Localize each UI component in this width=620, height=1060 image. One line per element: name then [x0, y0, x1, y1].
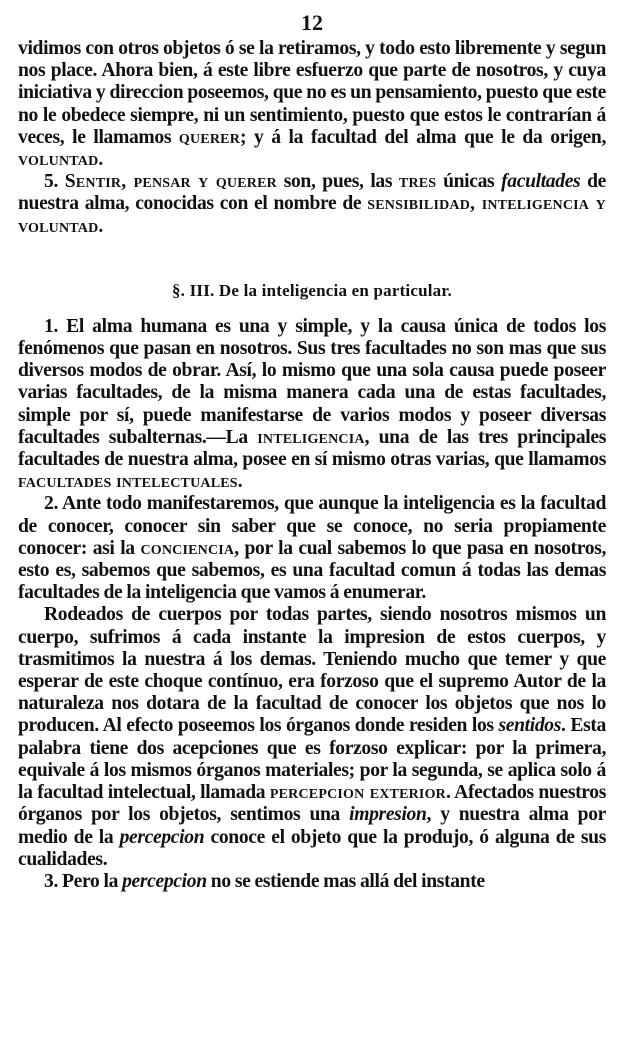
page-number: 12: [301, 10, 323, 35]
paragraph-rodeados: [18, 604, 606, 870]
term-percepcion: percepcion: [119, 826, 205, 848]
term-facultades-intelectuales: facultades intelectuales: [18, 471, 238, 493]
text-run: .: [237, 471, 243, 493]
text-run: .: [98, 215, 103, 237]
term-facultades: facultades: [501, 171, 581, 193]
term-tres: tres: [398, 171, 437, 193]
paragraph-number: 3.: [44, 870, 58, 892]
text-run: son, pues, las: [276, 171, 399, 193]
section-title: De la inteligencia en particular.: [218, 280, 453, 300]
term-voluntad: voluntad: [18, 149, 99, 171]
text-run: de nuestra alma, conocidas con el nombre de: [18, 171, 606, 215]
text-run: . Esta palabra tiene dos acepciones que es forzoso explicar: por la primera, equivale á los mismos órganos materiales; por la segunda, se aplica solo á la facultad intelectual, llamada: [18, 715, 606, 804]
text-run: Pero la: [58, 870, 123, 892]
term-percepcion: percepcion: [122, 870, 207, 892]
term-sentidos: sentidos: [498, 715, 562, 737]
term-percepcion-exterior: percepcion exterior: [269, 782, 446, 804]
term-faculties-list: sensibilidad, inteligencia y voluntad: [18, 193, 606, 237]
term-pensar-querer: , pensar y querer: [121, 171, 277, 193]
term-inteligencia: inteligencia: [257, 426, 365, 448]
section-heading: [18, 280, 606, 302]
paragraph-number: 1.: [44, 315, 58, 337]
text-run: únicas: [436, 171, 502, 193]
text-run: ; y á la facultad del alma que le da origen,: [240, 126, 606, 148]
text-run: El alma humana es una y simple, y la causa única de todos los fenómenos que pasan en nosotros. Sus tres facultades no son mas que sus diversos modos de obrar. Así, lo mismo que una sola causa puede poseer varias facultades, de la misma manera cada una de estas facultades, simple por sí, puede manifestarse de varios modos y poseer diversas facultades subalternas.—La: [18, 315, 606, 448]
paragraph-3: [18, 871, 606, 893]
text-run: no se estiende mas allá del instante: [206, 870, 485, 892]
paragraph-1: [18, 316, 606, 494]
book-page: [18, 10, 606, 893]
text-run: .: [98, 149, 103, 171]
paragraph-number: 2.: [44, 493, 58, 515]
term-impresion: impresion: [349, 804, 427, 826]
paragraph-number: 5.: [44, 171, 58, 193]
paragraph-2: [18, 493, 606, 604]
term-sentir: Sentir: [64, 171, 122, 193]
text-run: , y nuestra alma por medio de la: [18, 804, 606, 848]
text-run: Rodeados de cuerpos por todas partes, siendo nosotros mismos un cuerpo, sufrimos á cada instante la impresion de estos cuerpos, y trasmitimos la nuestra á los demas. Teniendo mucho que temer y que esperar de este choque contínuo, era forzoso que el supremo Autor de la naturaleza nos dotara de la facultad de conocer los objetos que nos lo producen. Al efecto poseemos los órganos donde residen los: [18, 604, 606, 737]
text-run: , una de las tres principales facultades de nuestra alma, posee en sí mismo otras varias, que llamamos: [18, 426, 606, 471]
text-run: . Afectados nuestros órganos por los objetos, sentimos una: [18, 782, 606, 826]
text-run: Ante todo manifestaremos, que aunque la inteligencia es la facultad de conocer, conocer sin saber que se conoce, no seria propiamente conocer: asi la: [18, 493, 606, 559]
section-symbol: §. III.: [171, 280, 215, 300]
paragraph-voluntad: [18, 38, 606, 171]
paragraph-5: [18, 171, 606, 238]
text-run: conoce el objeto que la produjo, ó alguna de sus cualidades.: [18, 826, 606, 870]
term-conciencia: conciencia: [140, 537, 235, 559]
term-querer: querer: [178, 126, 241, 148]
text-run: , por la cual sabemos lo que pasa en nosotros, esto es, sabemos que sabemos, es una facultad comun á todas las demas facultades de la inteligencia que vamos á enumerar.: [18, 537, 606, 604]
text-run: vidimos con otros objetos ó se la retiramos, y todo esto libremente y segun nos place. Ahora bien, á este libre esfuerzo que parte de nosotros, y cuya iniciativa y direccion poseemos, que no es un pensamiento, puesto que este no le obedece siempre, ni un sentimiento, puesto que estos le contrarían á veces, le llamamos: [18, 38, 606, 148]
